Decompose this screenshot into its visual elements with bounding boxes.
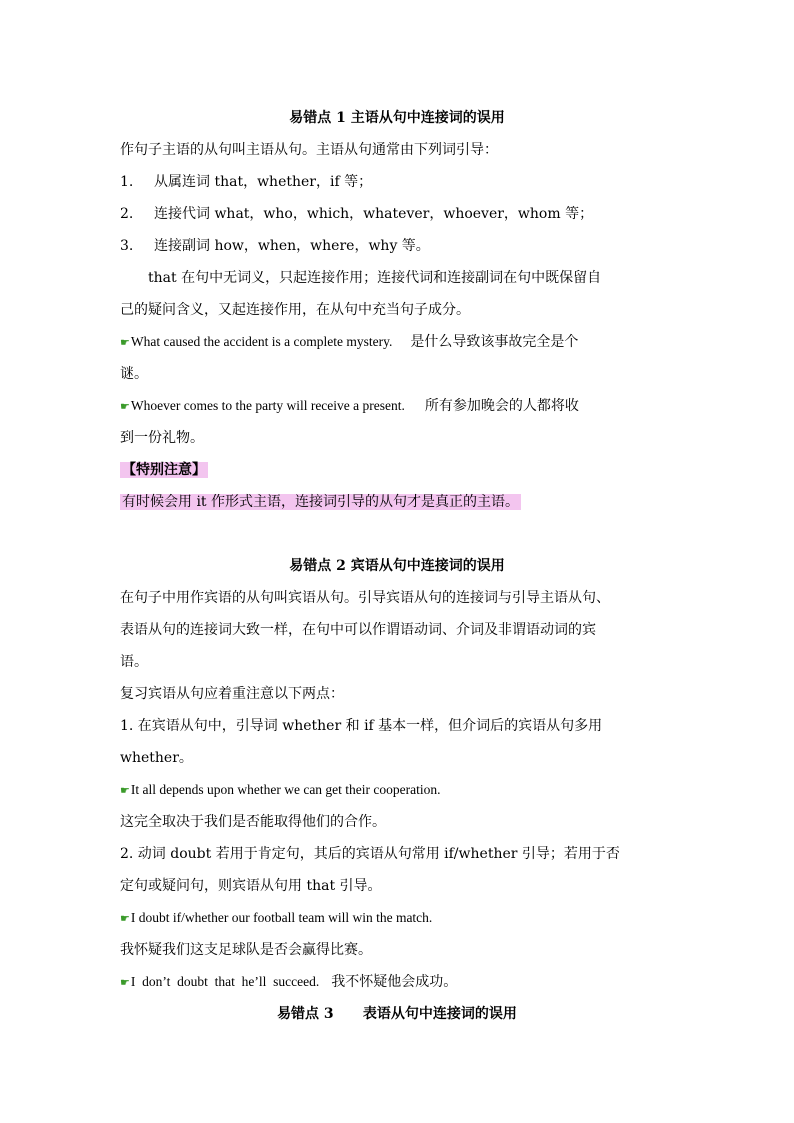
paragraph-line: 在句子中用作宾语的从句叫宾语从句。引导宾语从句的连接词与引导主语从句、 — [120, 590, 610, 606]
example-english: I don’t doubt that he’ll succeed. — [130, 974, 320, 989]
example-sentence — [120, 972, 457, 993]
section1-heading: 易错点 1 主语从句中连接词的误用 — [289, 110, 505, 126]
list-item — [120, 236, 430, 256]
section2-heading: 易错点 2 宾语从句中连接词的误用 — [289, 558, 505, 574]
paragraph-line: 表语从句的连接词大致一样，在句中可以作谓语动词、介词及非谓语动词的宾 — [120, 622, 596, 638]
example-chinese: 这完全取决于我们是否能取得他们的合作。 — [120, 814, 386, 830]
example-english: I doubt if/whether our football team will win the match. — [130, 910, 433, 925]
list-item-number: 2. — [120, 206, 134, 222]
list-item-number: 3. — [120, 238, 134, 254]
paragraph-line: 己的疑问含义，又起连接作用，在从句中充当句子成分。 — [120, 302, 470, 318]
pointing-hand-icon: ☛ — [120, 400, 130, 413]
example-sentence — [120, 908, 432, 929]
example-english: What caused the accident is a complete mystery. — [130, 334, 393, 349]
paragraph-line: whether。 — [120, 750, 193, 766]
pointing-hand-icon: ☛ — [120, 336, 130, 349]
section1-intro: 作句子主语的从句叫主语从句。主语从句通常由下列词引导： — [120, 142, 498, 158]
paragraph-line: 1. 在宾语从句中，引导词 whether 和 if 基本一样，但介词后的宾语从句多用 — [120, 718, 603, 734]
note-text-content: 有时候会用 it 作形式主语，连接词引导的从句才是真正的主语。 — [122, 494, 520, 510]
example-english: It all depends upon whether we can get their cooperation. — [130, 782, 441, 797]
review-line: 复习宾语从句应着重注意以下两点： — [120, 686, 344, 702]
paragraph-line: 语。 — [120, 654, 148, 670]
example-english: Whoever comes to the party will receive a present. — [130, 398, 405, 413]
section3-heading: 易错点 3 表语从句中连接词的误用 — [277, 1006, 517, 1022]
paragraph-line: that 在句中无词义，只起连接作用；连接代词和连接副词在句中既保留自 — [148, 270, 602, 286]
example-chinese: 所有参加晚会的人都将收 — [424, 398, 579, 414]
note-label — [120, 460, 208, 480]
note-text — [120, 492, 521, 512]
paragraph-line: 定句或疑问句，则宾语从句用 that 引导。 — [120, 878, 382, 894]
note-label-text: 【特别注意】 — [122, 462, 206, 478]
example-chinese-cont: 到一份礼物。 — [120, 430, 204, 446]
list-item-text: 从属连词 that，whether，if 等； — [154, 174, 373, 190]
list-item-number: 1. — [120, 174, 134, 190]
paragraph-line: 2. 动词 doubt 若用于肯定句，其后的宾语从句常用 if/whether 引导；若用于否 — [120, 846, 620, 862]
pointing-hand-icon: ☛ — [120, 912, 130, 925]
list-item-text: 连接副词 how，when，where，why 等。 — [154, 238, 430, 254]
example-sentence — [120, 332, 578, 353]
list-item — [120, 172, 372, 192]
list-item — [120, 204, 593, 224]
example-chinese: 我不怀疑他会成功。 — [331, 974, 458, 990]
example-sentence — [120, 780, 441, 801]
list-item-text: 连接代词 what，who，which，whatever，whoever，whom 等； — [154, 206, 594, 222]
pointing-hand-icon: ☛ — [120, 784, 130, 797]
example-chinese-cont: 谜。 — [120, 366, 148, 382]
example-chinese: 我怀疑我们这支足球队是否会赢得比赛。 — [120, 942, 372, 958]
example-sentence — [120, 396, 579, 417]
example-chinese: 是什么导致该事故完全是个 — [410, 334, 579, 350]
pointing-hand-icon: ☛ — [120, 976, 130, 989]
